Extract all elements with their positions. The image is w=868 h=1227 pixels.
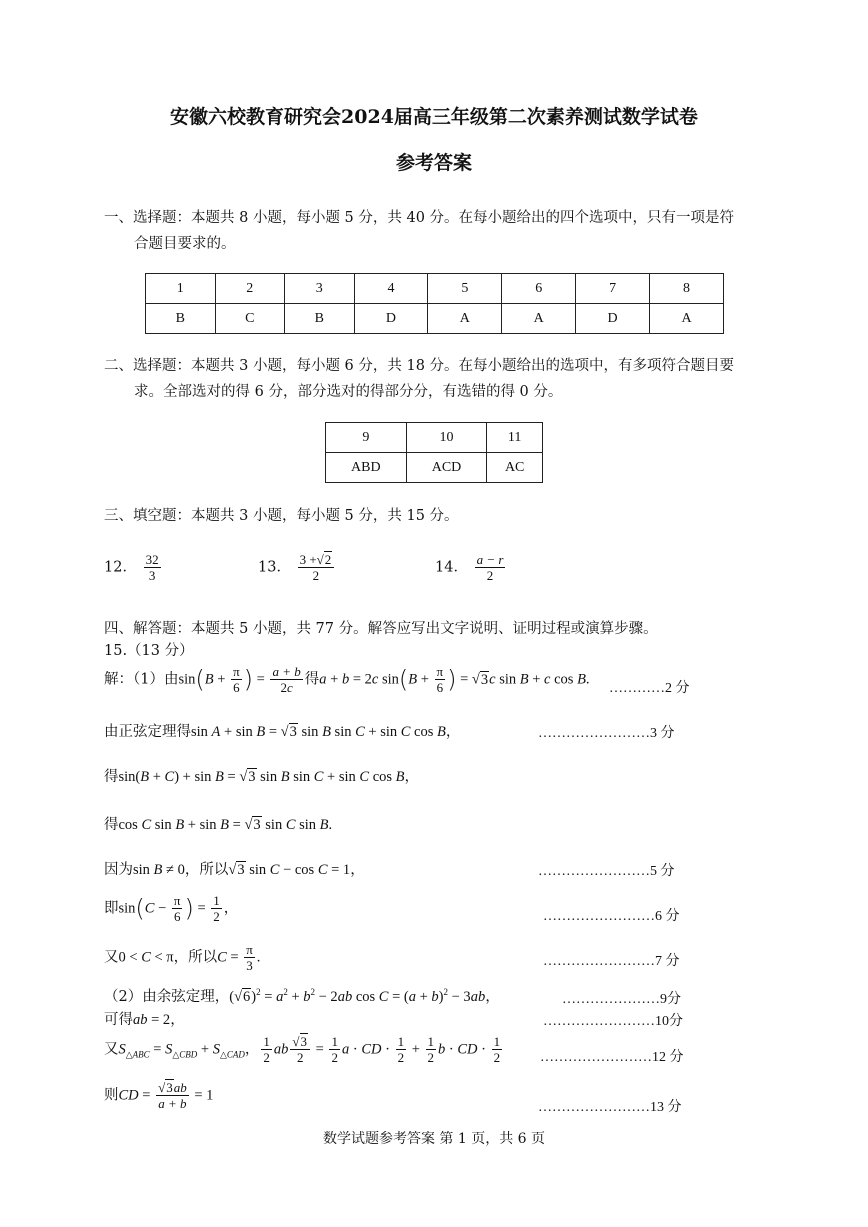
answer-q13 bbox=[258, 552, 336, 583]
table-cell: B bbox=[285, 304, 355, 334]
section-1-answer-table bbox=[145, 273, 724, 334]
q13-denominator: 2 bbox=[312, 568, 320, 583]
table-cell: 8 bbox=[650, 274, 724, 304]
score-step-2: ……………………3 分 bbox=[538, 726, 675, 741]
question-15-label: 15.（13 分） bbox=[104, 643, 194, 659]
solution-step-4: 得cos C sin B + sin B = √3 sin C sin B. bbox=[104, 817, 333, 833]
table-cell: C bbox=[215, 304, 285, 334]
q12-fraction bbox=[144, 552, 161, 583]
answer-q12 bbox=[104, 552, 163, 583]
page-footer: 数学试题参考答案 第 1 页，共 6 页 bbox=[322, 1131, 546, 1147]
section-4-heading: 四、解答题：本题共 5 小题，共 77 分。解答应写出文字说明、证明过程或演算步骤。 bbox=[104, 621, 658, 637]
table-cell: 1 bbox=[146, 274, 216, 304]
solution-step-7: 又0 < C < π，所以C = $\frac{\pi}{3}$ . bbox=[104, 942, 261, 973]
step-4-text: 得 bbox=[104, 817, 119, 833]
score-step-1: …………2 分 bbox=[609, 681, 690, 696]
page-title: 安徽六校教育研究会2024届高三年级第二次素养测试数学试卷 bbox=[170, 106, 698, 128]
table-cell: ACD bbox=[406, 453, 487, 483]
solution-step-6: 即sin(C − $\frac{\pi}{6}$ ) = $\frac{1}{2}$ ， bbox=[104, 893, 239, 924]
table-cell: 2 bbox=[215, 274, 285, 304]
solution-step-1: 解：（1）由sin(B + $\frac{\pi}{6}$ ) = $\frac{a + b}{2c}$ 得a + b = 2c sin(B + $\frac{\pi}{6}$ ) = √3c sin B + c cos B. bbox=[104, 664, 590, 695]
step-1-mid: 得 bbox=[304, 671, 320, 688]
table-cell: D bbox=[354, 304, 428, 334]
step-9-text: 可得 bbox=[104, 1012, 133, 1028]
q14-fraction bbox=[475, 552, 506, 583]
step-7-mid: ，所以 bbox=[173, 949, 218, 966]
step-2-text: 由正弦定理得 bbox=[104, 724, 191, 740]
table-cell: 4 bbox=[354, 274, 428, 304]
section-2-instructions bbox=[104, 353, 764, 405]
section-2-line-2: 求。全部选对的得 6 分，部分选对的得部分分，有选错的得 0 分。 bbox=[134, 384, 563, 400]
step-10-text: 又 bbox=[104, 1041, 119, 1058]
section-1-instructions bbox=[104, 205, 764, 257]
solution-step-8: （2）由余弦定理，$(√6)^2 = a^2 + b^2 - 2ab$ $\cos C = (a + b)^2 - 3ab$， bbox=[104, 987, 500, 1005]
solution-step-11: 则CD = $\frac{√3ab}{a + b}$ = 1 bbox=[104, 1080, 214, 1111]
table-cell: D bbox=[576, 304, 650, 334]
table-cell: 7 bbox=[576, 274, 650, 304]
solution-step-10: 又$S_{\triangle ABC} = S_{\triangle CBD} + S_{\triangle CAD}$， $\frac{1}{2}$ ab $\frac{√3}{2}$ = $\frac{1}{2}$ a · CD · $\frac{1}{2}$ + $\frac{1}{2}$ b · CD · $\frac{1}{2}$ bbox=[104, 1034, 501, 1065]
table-row-numbers bbox=[146, 274, 724, 304]
score-step-9: ……………………10分 bbox=[543, 1014, 683, 1029]
section-3-heading: 三、填空题：本题共 3 小题，每小题 5 分，共 15 分。 bbox=[104, 508, 459, 524]
q14-numerator: a − r bbox=[476, 552, 504, 567]
table-cell: AC bbox=[487, 453, 543, 483]
q13-numerator-radicand: 2 bbox=[324, 552, 332, 567]
section-2-answer-table bbox=[325, 422, 543, 483]
table-cell: 3 bbox=[285, 274, 355, 304]
section-1-line-2: 合题目要求的。 bbox=[134, 236, 236, 252]
page-subtitle: 参考答案 bbox=[395, 152, 472, 174]
table-cell: A bbox=[428, 304, 502, 334]
step-7-text: 又 bbox=[104, 949, 119, 966]
q13-numerator: 3 +√2 bbox=[298, 552, 335, 568]
table-cell: 9 bbox=[326, 423, 407, 453]
step-5-text: 因为 bbox=[104, 862, 133, 878]
solution-step-5: 因为sin B ≠ 0，所以√3 sin C − cos C = 1， bbox=[104, 862, 365, 878]
step-11-text: 则 bbox=[104, 1087, 119, 1104]
q12-label: 12． bbox=[104, 559, 137, 576]
answer-q14 bbox=[435, 552, 507, 583]
q13-numerator-a: 3 + bbox=[299, 552, 317, 567]
q13-fraction bbox=[298, 552, 335, 583]
table-row-answers bbox=[146, 304, 724, 334]
score-step-11: ……………………13 分 bbox=[538, 1100, 682, 1115]
section-2-line-1: 二、选择题：本题共 3 小题，每小题 6 分，共 18 分。在每小题给出的选项中，有多项符合题目要 bbox=[104, 358, 735, 374]
table-cell: 11 bbox=[487, 423, 543, 453]
section-1-line-1: 一、选择题：本题共 8 小题，每小题 5 分，共 40 分。在每小题给出的四个选项中，只有一项是符 bbox=[104, 210, 735, 226]
step-3-text: 得 bbox=[104, 769, 119, 785]
step-8-text: （2）由余弦定理， bbox=[104, 989, 230, 1005]
q14-denominator: 2 bbox=[486, 568, 494, 583]
q12-numerator: 32 bbox=[145, 552, 159, 567]
solution-step-9: 可得ab = 2， bbox=[104, 1012, 185, 1028]
table-cell: 5 bbox=[428, 274, 502, 304]
table-cell: ABD bbox=[326, 453, 407, 483]
solution-step-2: 由正弦定理得sin A + sin B = √3 sin B sin C + sin C cos B， bbox=[104, 724, 461, 740]
table-row-numbers bbox=[326, 423, 543, 453]
q14-label: 14． bbox=[435, 559, 468, 576]
score-step-10: ……………………12 分 bbox=[540, 1050, 684, 1065]
table-cell: A bbox=[502, 304, 576, 334]
q12-denominator: 3 bbox=[148, 568, 156, 583]
table-cell: B bbox=[146, 304, 216, 334]
step-5-mid: ，所以 bbox=[184, 862, 229, 878]
table-cell: A bbox=[650, 304, 724, 334]
solution-step-3: 得sin(B + C) + sin B = √3 sin B sin C + sin C cos B， bbox=[104, 769, 420, 785]
table-cell: 6 bbox=[502, 274, 576, 304]
score-step-5: ……………………5 分 bbox=[538, 864, 675, 879]
score-step-8: …………………9分 bbox=[562, 992, 681, 1007]
score-step-6: ……………………6 分 bbox=[543, 909, 680, 924]
q13-label: 13． bbox=[258, 559, 291, 576]
score-step-7: ……………………7 分 bbox=[543, 954, 680, 969]
step-6-text: 即 bbox=[104, 900, 119, 917]
step-1-prefix: 解：（1）由 bbox=[104, 671, 179, 688]
table-cell: 10 bbox=[406, 423, 487, 453]
table-row-answers bbox=[326, 453, 543, 483]
